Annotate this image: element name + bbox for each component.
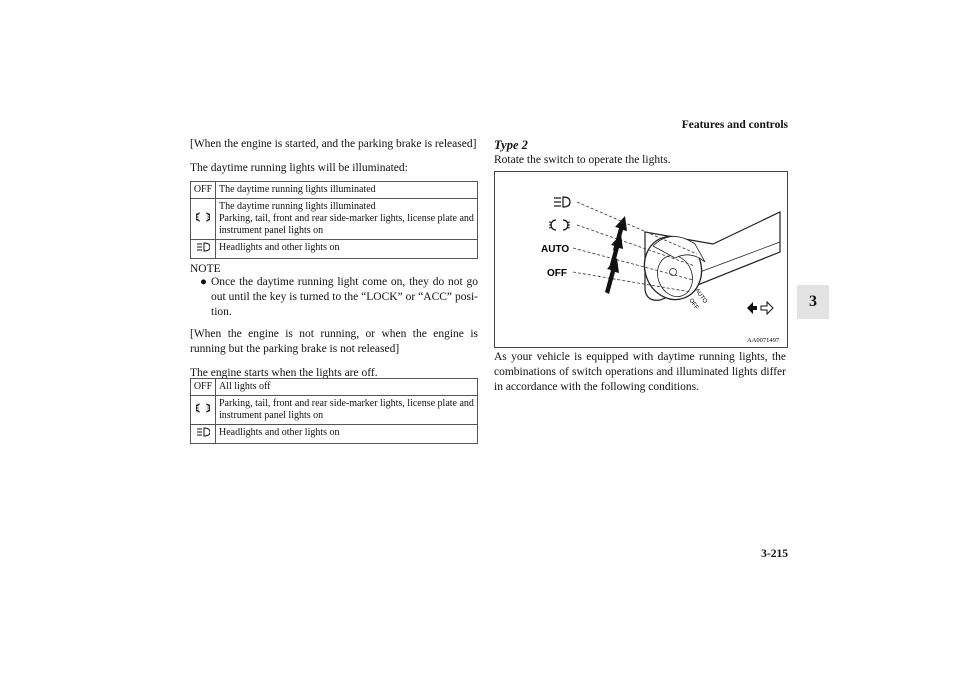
headlight-icon	[196, 242, 210, 252]
svg-text:AUTO: AUTO	[693, 287, 708, 305]
left-column	[190, 137, 478, 176]
parking-light-icon	[196, 212, 210, 222]
label-auto: AUTO	[541, 244, 570, 255]
table-cell: Headlights and other lights on	[216, 425, 478, 444]
lights-table-1	[190, 181, 478, 259]
condition-heading-1: [When the engine is started, and the parking brake is released]	[190, 138, 477, 150]
parking-light-icon	[549, 220, 570, 230]
light-switch-figure	[494, 171, 788, 348]
table-row	[191, 396, 478, 425]
condition-heading-2: [When the engine is not running, or when the engine is running but the parking brake is not released]	[190, 328, 478, 355]
paragraph-drl-conditions: As your vehicle is equipped with daytime running lights, the combinations of switch operations and illuminated lights differ in accordance with the following conditions.	[494, 351, 786, 393]
svg-text:OFF: OFF	[687, 297, 700, 311]
table-row	[191, 199, 478, 240]
headlight-icon	[196, 427, 210, 437]
section-title: Features and controls	[681, 119, 788, 131]
table-cell: Parking, tail, front and rear side-marker lights, license plate and instrument panel lights on	[216, 396, 478, 425]
type-heading: Type 2	[494, 138, 528, 152]
note-text: Once the daytime running light come on, they do not go out until the key is turned to the “LOCK” or “ACC” posi-tion.	[211, 276, 478, 318]
page-number: 3-215	[761, 548, 788, 560]
chapter-tab: 3	[797, 285, 829, 319]
bullet-icon: ●	[200, 276, 207, 288]
label-off: OFF	[547, 268, 567, 279]
table-cell: All lights off	[216, 379, 478, 396]
table-key: OFF	[191, 182, 216, 199]
note-block	[190, 263, 478, 320]
table-row	[191, 425, 478, 444]
table-row	[191, 182, 478, 199]
paragraph-drl-illuminated: The daytime running lights will be illuminated:	[190, 162, 408, 174]
table-row	[191, 240, 478, 259]
table-cell: The daytime running lights illuminated	[216, 182, 478, 199]
lights-table-2	[190, 378, 478, 444]
paragraph-rotate-switch: Rotate the switch to operate the lights.	[494, 154, 671, 166]
light-switch-illustration	[495, 172, 787, 347]
figure-code: AA0071497	[747, 337, 780, 344]
table-row	[191, 379, 478, 396]
table-cell: Headlights and other lights on	[216, 240, 478, 259]
table-cell: The daytime running lights illuminated Parking, tail, front and rear side-marker lights, license plate and instrument panel lights on	[216, 199, 478, 240]
parking-light-icon	[196, 403, 210, 413]
turn-signal-icon	[747, 302, 773, 314]
headlight-icon	[554, 197, 570, 207]
table-key: OFF	[191, 379, 216, 396]
paragraph-engine-starts: The engine starts when the lights are off.	[190, 367, 378, 379]
note-label: NOTE	[190, 263, 221, 275]
left-column-lower	[190, 327, 478, 381]
